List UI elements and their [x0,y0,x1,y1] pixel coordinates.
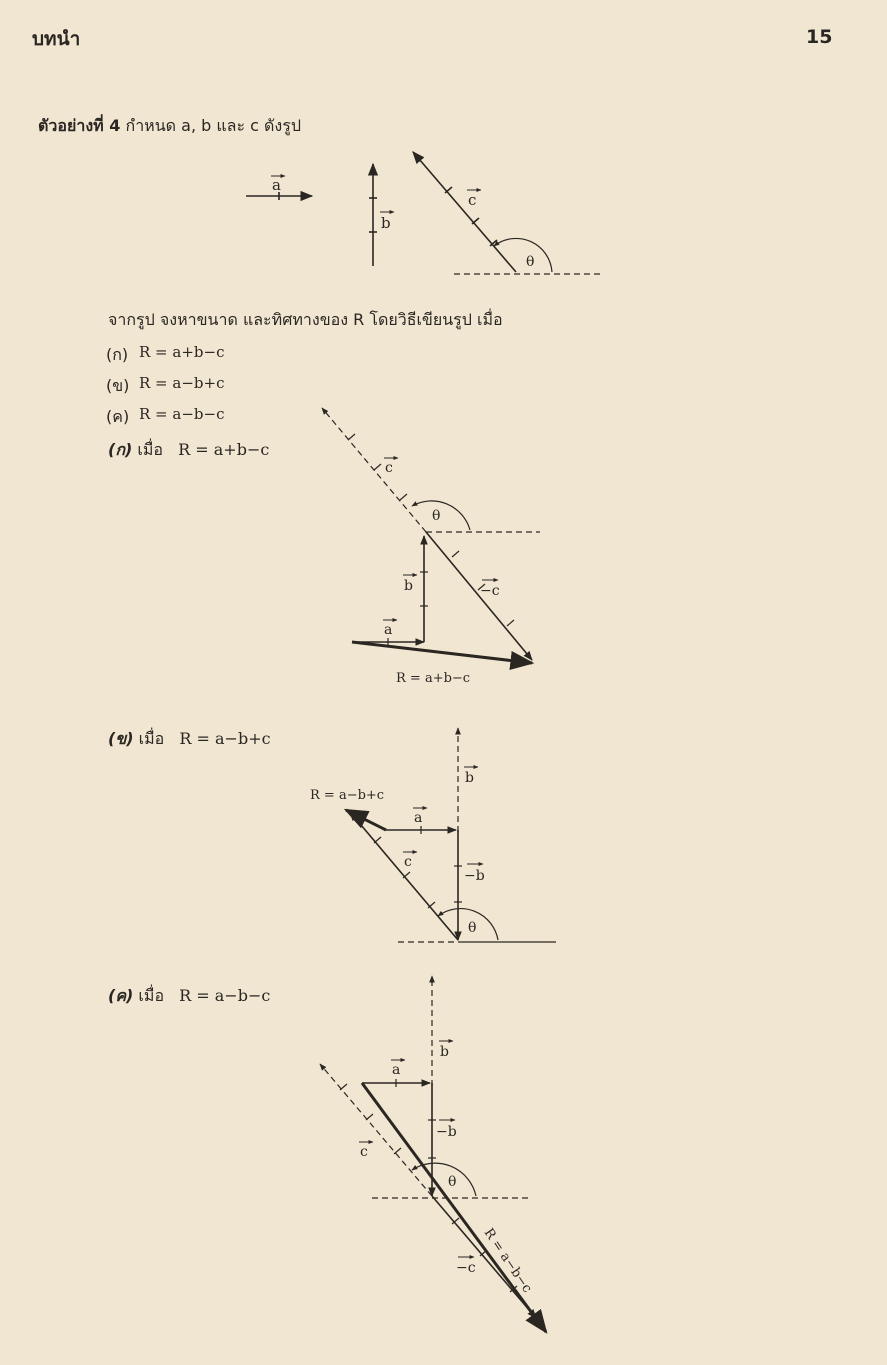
solution-label-k: (ก) [108,440,133,459]
label-neg-b: −b [464,868,485,884]
label-c: c [404,854,412,870]
figure-k [322,408,540,663]
label-b: b [404,578,413,594]
case-equation-kho: R = a−b−c [139,405,225,423]
case-equation-kh: R = a−b+c [139,374,225,392]
case-label-k: (ก) [106,345,129,364]
figure-kh [346,728,556,942]
label-c: c [468,191,477,209]
given-vectors-labels [271,176,534,270]
figure-kho-labels [359,1041,535,1296]
case-label-kh: (ข) [106,376,130,395]
label-b: b [440,1044,449,1060]
label-a: a [392,1062,401,1078]
label-a: a [272,176,281,194]
label-c: c [360,1144,368,1160]
solution-word-kh: เมื่อ [138,729,165,748]
theta-arc [412,1163,476,1196]
label-a: a [384,622,393,638]
label-neg-c: −c [480,583,500,599]
label-neg-c: −c [456,1260,476,1276]
example-label: ตัวอย่างที่ 4 [38,116,121,135]
chapter-title: บทนำ [32,28,81,50]
vector-c [413,152,516,272]
solution-word-k: เมื่อ [137,440,164,459]
label-theta: θ [526,254,535,270]
question-text: จากรูป จงหาขนาด และทิศทางของ R โดยวิธีเขียนรูป เมื่อ [108,310,503,329]
theta-arc [494,238,552,272]
solution-equation-kho: R = a−b−c [179,986,271,1005]
label-theta: θ [468,920,477,936]
label-resultant: R = a−b−c [480,1225,535,1296]
label-neg-b: −b [436,1124,457,1140]
solution-label-kho: (ค) [108,986,134,1005]
label-resultant: R = a+b−c [396,671,471,686]
case-label-kho: (ค) [106,407,130,426]
page-number: 15 [806,26,833,48]
vector-c [350,812,458,940]
vector-resultant [346,810,386,830]
label-b: b [381,214,391,232]
label-a: a [414,810,423,826]
solution-equation-kh: R = a−b+c [179,729,271,748]
label-b: b [465,770,474,786]
label-resultant: R = a−b+c [310,788,385,803]
vector-neg-c [426,532,532,660]
label-theta: θ [432,508,441,524]
solution-word-kho: เมื่อ [138,986,165,1005]
given-vectors-figure [246,152,604,274]
vector-resultant [352,642,532,663]
solution-equation-k: R = a+b−c [178,440,270,459]
case-equation-k: R = a+b−c [139,343,225,361]
label-theta: θ [448,1174,457,1190]
theta-arc [412,501,470,530]
example-text: กำหนด a, b และ c ดังรูป [125,116,301,135]
solution-label-kh: (ข) [108,729,134,748]
label-c: c [385,460,393,476]
